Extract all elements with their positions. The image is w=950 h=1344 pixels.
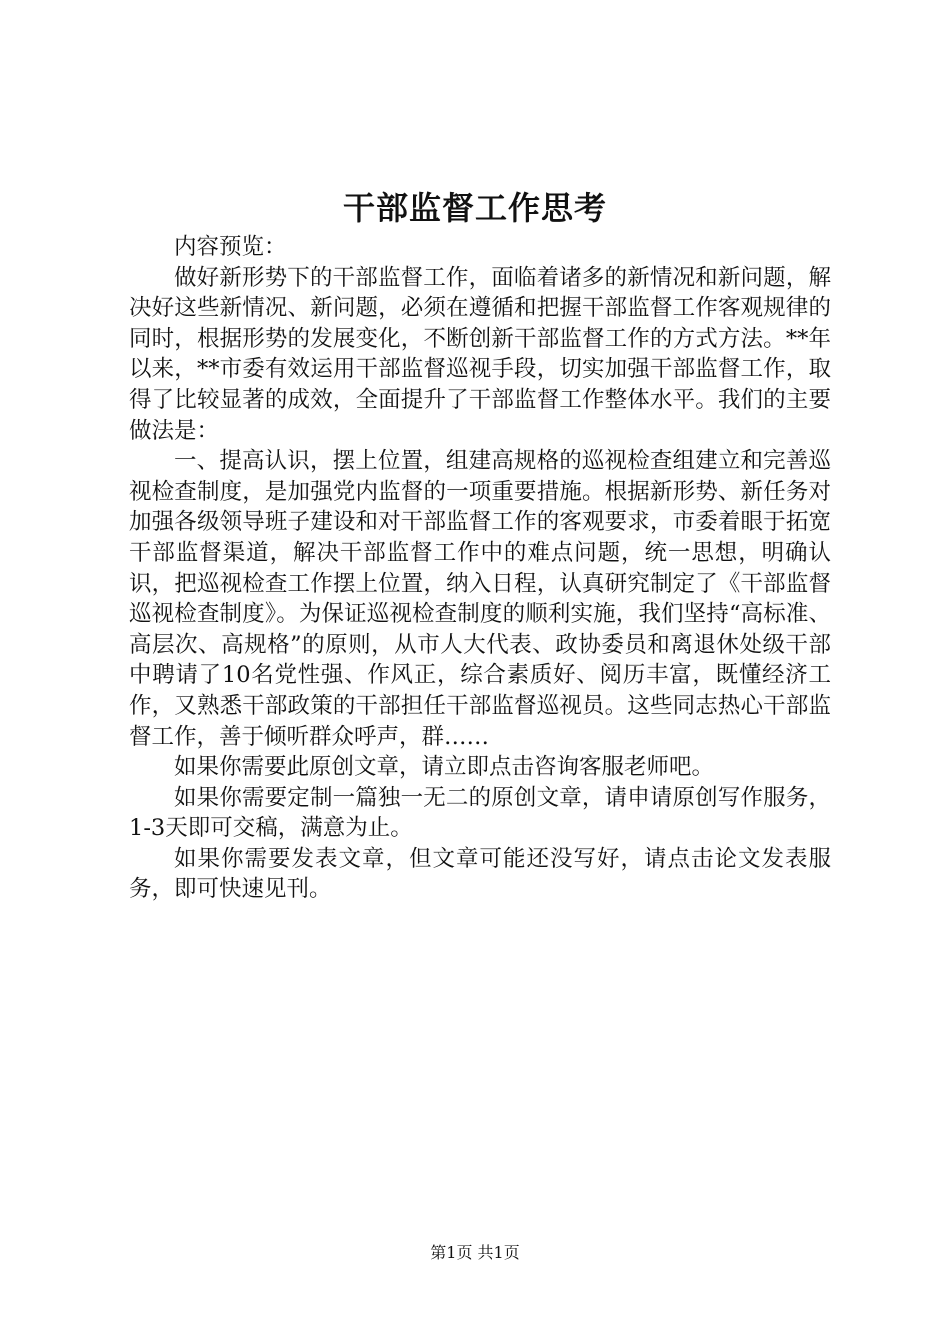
paragraph-publishing: 如果你需要发表文章，但文章可能还没写好，请点击论文发表服务，即可快速见刊。	[129, 845, 831, 903]
paragraph-intro: 做好新形势下的干部监督工作，面临着诸多的新情况和新问题，解决好这些新情况、新问题，必须在遵循和把握干部监督工作客观规律的同时，根据形势的发展变化，不断创新干部监督工作的方式方法。**年以来，**市委有效运用干部监督巡视手段，切实加强干部监督工作，取得了比较显著的成效，全面提升了干部监督工作整体水平。我们的主要做法是：	[129, 264, 831, 444]
page-number-footer: 第1页 共1页	[430, 1243, 520, 1262]
paragraph-consult: 如果你需要此原创文章，请立即点击咨询客服老师吧。	[174, 754, 715, 781]
paragraph-custom-writing: 如果你需要定制一篇独一无二的原创文章，请申请原创写作服务，1-3天即可交稿，满意为止。	[129, 784, 831, 842]
document-title: 干部监督工作思考	[342, 189, 607, 227]
preview-label: 内容预览：	[174, 234, 287, 260]
document-body	[129, 232, 831, 905]
paragraph-section-one: 一、提高认识，摆上位置，组建高规格的巡视检查组建立和完善巡视检查制度，是加强党内监督的一项重要措施。根据新形势、新任务对加强各级领导班子建设和对干部监督工作的客观要求，市委着眼于拓宽干部监督渠道，解决干部监督工作中的难点问题，统一思想，明确认识，把巡视检查工作摆上位置，纳入日程，认真研究制定了《干部监督巡视检查制度》。为保证巡视检查制度的顺利实施，我们坚持“高标准、高层次、高规格”的原则，从市人大代表、政协委员和离退休处级干部中聘请了10名党性强、作风正，综合素质好、阅历丰富，既懂经济工作，又熟悉干部政策的干部担任干部监督巡视员。这些同志热心干部监督工作，善于倾听群众呼声，群……	[129, 448, 831, 750]
